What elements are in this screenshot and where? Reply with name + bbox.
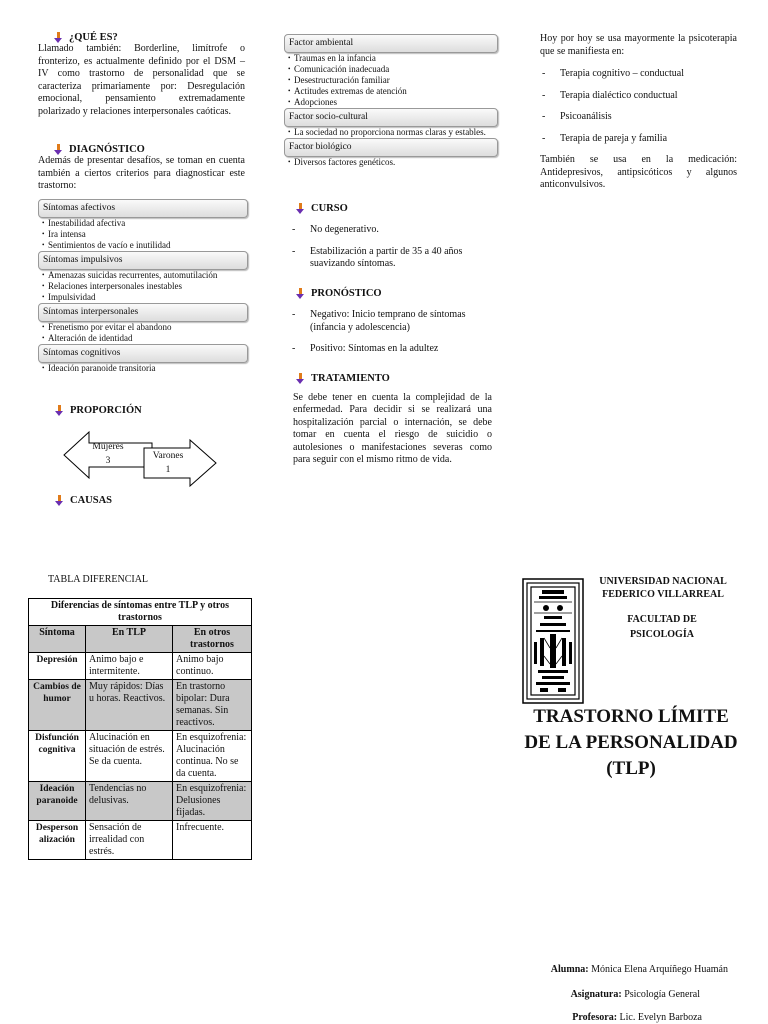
profesora-name: Lic. Evelyn Barboza	[619, 1012, 702, 1023]
list-item: • Ideación paranoide transitoria	[42, 363, 248, 374]
list-item: • Comunicación inadecuada	[288, 64, 498, 75]
faculty-name: FACULTAD DE PSICOLOGÍA	[627, 614, 697, 640]
factor-title: Factor socio-cultural	[284, 108, 498, 127]
table-cell: Animo bajo e intermitente.	[86, 653, 173, 680]
table-row	[29, 821, 252, 860]
list-item: • Alteración de identidad	[42, 333, 248, 344]
psicoterapia-intro: Hoy por hoy se usa mayormente la psicoterapia que se manifiesta en:	[540, 33, 737, 57]
section-curso	[290, 203, 495, 280]
list-item: • Traumas en la infancia	[288, 53, 498, 64]
profesora-label: Profesora:	[572, 1012, 618, 1023]
table-cell: Muy rápidos: Días u horas. Reactivos.	[86, 680, 173, 731]
tratamiento-text: Se debe tener en cuenta la complejidad de la enfermedad. Para decidir si se realizará una hospitalización parcial o internación, se debe tomar en cuenta el riesgo de suicidio o autolesiones o manifestaciones severas como para seguir con el mismo ritmo de vida.	[293, 392, 492, 466]
list-item: - No degenerativo.	[290, 224, 495, 237]
down-arrow-icon	[296, 373, 305, 384]
mujeres-label-group	[86, 440, 130, 468]
asignatura-name: Psicología General	[624, 989, 700, 1000]
down-arrow-icon	[54, 144, 63, 155]
heading-curso: CURSO	[290, 203, 495, 214]
section-que-es	[38, 32, 245, 118]
table-cell: Depresión	[29, 653, 86, 680]
group-impulsivos	[38, 251, 248, 303]
table-row	[29, 653, 252, 680]
list-item: - Estabilización a partir de 35 a 40 años suavizando síntomas.	[290, 246, 495, 271]
heading-diagnostico: DIAGNÓSTICO	[38, 144, 245, 155]
document-title: TRASTORNO LÍMITE DE LA PERSONALIDAD (TLP)	[524, 706, 738, 779]
section-psicoterapia	[540, 33, 737, 192]
varones-label: Varones	[152, 451, 184, 461]
varones-value: 1	[165, 465, 171, 475]
asignatura-label: Asignatura:	[570, 989, 622, 1000]
list-item: • La sociedad no proporciona normas claras y estables.	[288, 127, 498, 138]
table-header: En TLP	[86, 626, 173, 653]
table-cell: Sensación de irrealidad con estrés.	[86, 821, 173, 860]
list-item: • Inestabilidad afectiva	[42, 218, 248, 229]
differential-table	[28, 598, 252, 860]
heading-causas: CAUSAS	[55, 495, 112, 506]
table-cell: Desperson alización	[29, 821, 86, 860]
list-item: • Desestructuración familiar	[288, 75, 498, 86]
list-item: • Ira intensa	[42, 229, 248, 240]
que-es-text: Llamado también: Borderline, limítrofe o fronterizo, es actualmente definido por el DSM – IV como trastorno de personalidad que se caracteriza primariamente por: Desregulación emocional, pensamiento extremadamente polarizado y relaciones interpersonales caóticas.	[38, 43, 245, 117]
diagnostico-groups	[38, 199, 248, 374]
heading-tratamiento: TRATAMIENTO	[293, 373, 492, 384]
group-title: Síntomas afectivos	[38, 199, 248, 218]
table-row	[29, 782, 252, 821]
table-row	[29, 680, 252, 731]
down-arrow-icon	[55, 495, 64, 506]
list-item: - Terapia de pareja y familia	[540, 133, 737, 146]
mujeres-label: Mujeres	[92, 442, 124, 452]
table-cell: En trastorno bipolar: Dura semanas. Sin reactivos.	[173, 680, 252, 731]
profesora-line	[470, 1012, 702, 1023]
down-arrow-icon	[55, 405, 64, 416]
section-pronostico	[290, 288, 495, 365]
down-arrow-icon	[296, 288, 305, 299]
group-interpersonales	[38, 303, 248, 344]
factor-biologico	[284, 138, 498, 168]
table-row	[29, 731, 252, 782]
university-emblem	[522, 578, 584, 704]
group-title: Síntomas impulsivos	[38, 251, 248, 270]
table-label: TABLA DIFERENCIAL	[48, 574, 149, 585]
table-cell: Cambios de humor	[29, 680, 86, 731]
section-tratamiento	[293, 373, 492, 466]
list-item: - Positivo: Síntomas en la adultez	[290, 343, 495, 356]
list-item: • Adopciones	[288, 97, 498, 108]
group-cognitivos	[38, 344, 248, 374]
factor-socio-cultural	[284, 108, 498, 138]
list-item: • Amenazas suicidas recurrentes, automutilación	[42, 270, 248, 281]
heading-proporcion: PROPORCIÓN	[55, 405, 142, 416]
table-cell: Tendencias no delusivas.	[86, 782, 173, 821]
heading-pronostico: PRONÓSTICO	[290, 288, 495, 299]
university-name: UNIVERSIDAD NACIONAL FEDERICO VILLARREAL	[599, 576, 727, 600]
alumna-label: Alumna:	[550, 964, 589, 975]
list-item: • Diversos factores genéticos.	[288, 157, 498, 168]
list-item: • Impulsividad	[42, 292, 248, 303]
table-cell: Infrecuente.	[173, 821, 252, 860]
group-title: Síntomas interpersonales	[38, 303, 248, 322]
table-cell: Animo bajo continuo.	[173, 653, 252, 680]
diagnostico-text: Además de presentar desafíos, se toman en cuenta también a ciertos criterios para diagnosticar este trastorno:	[38, 155, 245, 191]
list-item: - Negativo: Inicio temprano de síntomas (infancia y adolescencia)	[290, 309, 495, 334]
down-arrow-icon	[296, 203, 305, 214]
group-afectivos	[38, 199, 248, 251]
asignatura-line	[470, 989, 700, 1000]
table-cell: Ideación paranoide	[29, 782, 86, 821]
factors-list	[284, 34, 498, 168]
list-item: • Actitudes extremas de atención	[288, 86, 498, 97]
table-cell: Disfunción cognitiva	[29, 731, 86, 782]
table-header: En otros trastornos	[173, 626, 252, 653]
factor-title: Factor biológico	[284, 138, 498, 157]
varones-label-group	[146, 449, 190, 477]
list-item: • Sentimientos de vacío e inutilidad	[42, 240, 248, 251]
factor-ambiental	[284, 34, 498, 108]
list-item: • Relaciones interpersonales inestables	[42, 281, 248, 292]
list-item: - Terapia dialéctico conductual	[540, 90, 737, 103]
table-header: Síntoma	[29, 626, 86, 653]
list-item: • Frenetismo por evitar el abandono	[42, 322, 248, 333]
factor-title: Factor ambiental	[284, 34, 498, 53]
table-cell: En esquizofrenia: Alucinación continua. No se da cuenta.	[173, 731, 252, 782]
table-caption: Diferencias de síntomas entre TLP y otros trastornos	[29, 599, 252, 626]
alumna-name: Mónica Elena Arquíñego Huamán	[591, 964, 728, 975]
mujeres-value: 3	[105, 456, 111, 466]
alumna-line	[470, 964, 728, 975]
section-diagnostico	[38, 144, 245, 193]
heading-que-es: ¿QUÉ ES?	[38, 32, 245, 43]
list-item: - Psicoanálisis	[540, 111, 737, 124]
down-arrow-icon	[54, 32, 63, 43]
medicacion-text: También se usa en la medicación: Antidepresivos, antipsicóticos y algunos anticonvulsivos.	[540, 154, 737, 190]
table-cell: Alucinación en situación de estrés. Se da cuenta.	[86, 731, 173, 782]
table-cell: En esquizofrenia: Delusiones fijadas.	[173, 782, 252, 821]
list-item: - Terapia cognitivo – conductual	[540, 68, 737, 81]
group-title: Síntomas cognitivos	[38, 344, 248, 363]
